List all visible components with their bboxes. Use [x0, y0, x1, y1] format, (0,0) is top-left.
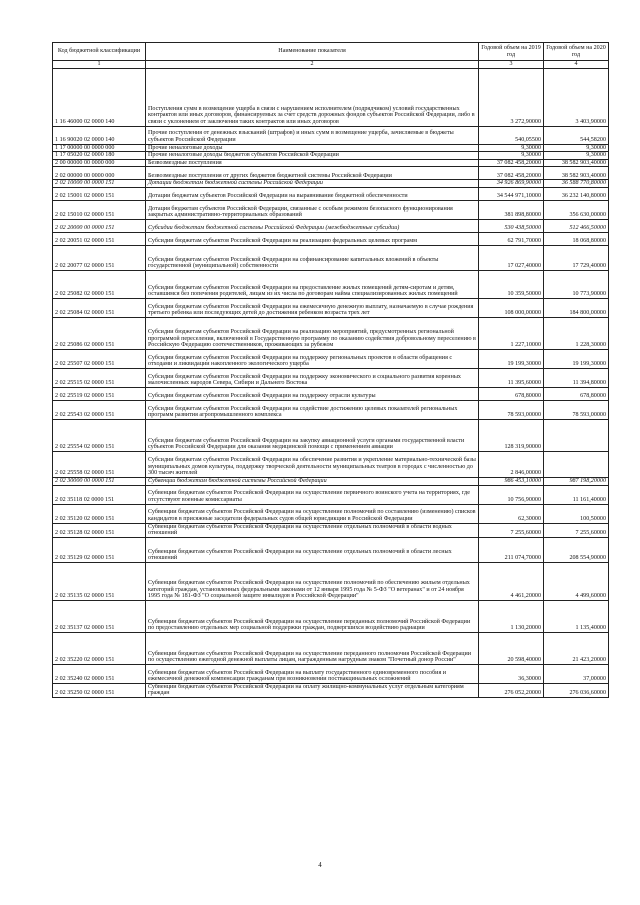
code-cell: 2 02 35128 02 0000 151: [53, 523, 146, 537]
value-2019-cell: 36,30000: [479, 664, 544, 683]
table-row: [53, 537, 609, 562]
value-2020-cell: 184 800,00000: [544, 298, 609, 317]
code-cell: 2 02 25543 02 0000 151: [53, 400, 146, 419]
value-2020-cell: 19 199,30000: [544, 349, 609, 368]
value-2020-cell: 17 729,40000: [544, 245, 609, 270]
code-cell: 2 02 35250 02 0000 151: [53, 683, 146, 697]
code-cell: 2 02 25515 02 0000 151: [53, 368, 146, 387]
column-index: 4: [544, 61, 609, 69]
name-cell: Субсидии бюджетам субъектов Российской Федерации на софинансирование капитальных вложений в объекты государственной (муниципальной) собственности: [146, 245, 479, 270]
code-cell: 2 02 00000 00 0000 000: [53, 167, 146, 180]
value-2019-cell: 9,30000: [479, 144, 544, 152]
code-cell: 2 02 25084 02 0000 151: [53, 298, 146, 317]
name-cell: Субсидии бюджетам субъектов Российской Федерации на реализацию мероприятий, предусмотренных региональной программой переселения, включенной в Государственную программу по оказанию содействия добровольному переселению в Российскую Федерацию соотечественников, проживающих за рубежом: [146, 317, 479, 349]
value-2020-cell: [544, 419, 609, 451]
code-cell: 2 02 35137 02 0000 151: [53, 600, 146, 632]
value-2020-cell: 9,30000: [544, 144, 609, 152]
code-cell: 2 02 10000 00 0000 151: [53, 180, 146, 188]
header-2020: Годовой объем на 2020 год: [544, 43, 609, 61]
name-cell: Субвенции бюджетам субъектов Российской Федерации на осуществление отдельных полномочий в области лесных отношений: [146, 537, 479, 562]
name-cell: Субсидии бюджетам субъектов Российской Федерации на обеспечение развития и укрепление материально-технической базы муниципальных домов культуры, поддержку творческой деятельности муниципальных театров в городах с численностью до 300 тысяч жителей: [146, 451, 479, 477]
code-cell: 2 02 30000 00 0000 151: [53, 477, 146, 485]
name-cell: Субвенции бюджетам субъектов Российской Федерации на осуществление отдельных полномочий в области водных отношений: [146, 523, 479, 537]
value-2019-cell: 37 082 458,20000: [479, 159, 544, 167]
table-row: [53, 419, 609, 451]
code-cell: 2 02 25519 02 0000 151: [53, 387, 146, 400]
value-2020-cell: 11 394,80000: [544, 368, 609, 387]
code-cell: 2 02 25558 02 0000 151: [53, 451, 146, 477]
code-cell: 2 02 15001 02 0000 151: [53, 187, 146, 200]
table-body: [53, 68, 609, 697]
name-cell: Прочие неналоговые доходы бюджетов субъектов Российской Федерации: [146, 152, 479, 160]
table-header-row: [53, 43, 609, 61]
value-2020-cell: 356 630,00000: [544, 200, 609, 219]
value-2020-cell: 36 232 140,80000: [544, 187, 609, 200]
name-cell: Дотация бюджетам субъектов Российской Федерации, связанные с особым режимом безопасного функционирования закрытых административно-территориальных образований: [146, 200, 479, 219]
value-2019-cell: 678,80000: [479, 387, 544, 400]
code-cell: 2 02 35240 02 0000 151: [53, 664, 146, 683]
code-cell: 2 02 25554 02 0000 151: [53, 419, 146, 451]
column-index: 3: [479, 61, 544, 69]
value-2019-cell: 4 461,20000: [479, 562, 544, 600]
code-cell: 2 02 25507 02 0000 151: [53, 349, 146, 368]
code-cell: 2 00 00000 00 0000 000: [53, 159, 146, 167]
header-name: Наименование показателя: [146, 43, 479, 61]
name-cell: Дотации бюджетам бюджетной системы Российской Федерации: [146, 180, 479, 188]
name-cell: Субвенции бюджетам субъектов Российской Федерации на осуществление переданных полномочий Российской Федерации по предоставлению отдельных мер социальной поддержки граждан, подвергшихся воздействию радиации: [146, 600, 479, 632]
budget-table-sheet: [52, 42, 608, 698]
value-2020-cell: 11 161,40000: [544, 485, 609, 504]
name-cell: Дотации бюджетам субъектов Российской Федерации на выравнивание бюджетной обеспеченности: [146, 187, 479, 200]
name-cell: Субсидии бюджетам субъектов Российской Федерации на содействие достижению целевых показателей региональных программ развития агропромышленного комплекса: [146, 400, 479, 419]
value-2019-cell: 3 272,90000: [479, 68, 544, 126]
value-2019-cell: 211 074,70000: [479, 537, 544, 562]
table-row: [53, 477, 609, 485]
code-cell: 2 02 20000 00 0000 151: [53, 219, 146, 232]
value-2019-cell: 10 756,90000: [479, 485, 544, 504]
value-2020-cell: 987 198,20000: [544, 477, 609, 485]
name-cell: Безвозмездные поступления от других бюджетов бюджетной системы Российской Федерации: [146, 167, 479, 180]
table-row: [53, 600, 609, 632]
table-row: [53, 485, 609, 504]
value-2020-cell: 678,80000: [544, 387, 609, 400]
header-code: Код бюджетной классификации: [53, 43, 146, 61]
table-row: [53, 219, 609, 232]
table-row: [53, 562, 609, 600]
table-row: [53, 200, 609, 219]
value-2019-cell: 9,30000: [479, 152, 544, 160]
name-cell: Субвенции бюджетам субъектов Российской Федерации на осуществление полномочий по обеспечению жильем отдельных категорий граждан, установленных федеральными законами от 12 января 1995 года № 5-ФЗ "О ветеранах" и от 24 ноября 1995 года № 181-ФЗ "О социальной защите инвалидов в Российской Федерации": [146, 562, 479, 600]
budget-table: [52, 42, 609, 698]
name-cell: Субсидии бюджетам субъектов Российской Федерации на реализацию федеральных целевых программ: [146, 232, 479, 245]
value-2019-cell: 7 255,60000: [479, 523, 544, 537]
value-2020-cell: 21 423,20000: [544, 632, 609, 664]
value-2020-cell: 208 554,90000: [544, 537, 609, 562]
table-row: [53, 504, 609, 523]
code-cell: 2 02 35120 02 0000 151: [53, 504, 146, 523]
value-2019-cell: 62,30000: [479, 504, 544, 523]
table-row: [53, 683, 609, 697]
code-cell: 1 17 05020 02 0000 180: [53, 152, 146, 160]
value-2020-cell: 544,58200: [544, 126, 609, 144]
value-2020-cell: 512 466,50000: [544, 219, 609, 232]
name-cell: Субвенции бюджетам субъектов Российской Федерации на осуществление переданного полномочия Российской Федерации по осуществлению ежегодной денежной выплаты лицам, награжденным нагрудным знаком "Почетный донор России": [146, 632, 479, 664]
value-2019-cell: 10 359,50000: [479, 270, 544, 298]
value-2020-cell: 4 499,60000: [544, 562, 609, 600]
table-row: [53, 368, 609, 387]
value-2020-cell: 7 255,60000: [544, 523, 609, 537]
value-2020-cell: 38 582 903,40000: [544, 167, 609, 180]
value-2020-cell: 9,30000: [544, 152, 609, 160]
value-2020-cell: 10 773,90000: [544, 270, 609, 298]
value-2020-cell: 276 036,60000: [544, 683, 609, 697]
table-row: [53, 387, 609, 400]
table-row: [53, 68, 609, 126]
value-2019-cell: 78 593,00000: [479, 400, 544, 419]
name-cell: Субсидии бюджетам субъектов Российской Федерации на поддержку экономического и социального развития коренных малочисленных народов Севера, Сибири и Дальнего Востока: [146, 368, 479, 387]
name-cell: Субсидии бюджетам субъектов Российской Федерации на поддержку региональных проектов в области обращения с отходами и ликвидации накопленного экологического ущерба: [146, 349, 479, 368]
column-index: 1: [53, 61, 146, 69]
name-cell: Субсидии бюджетам субъектов Российской Федерации на ежемесячную денежную выплату, назначаемую в случае рождения третьего ребенка или последующих детей до достижения ребенком возраста трех лет: [146, 298, 479, 317]
table-row: [53, 400, 609, 419]
value-2019-cell: 540,05500: [479, 126, 544, 144]
value-2019-cell: 37 082 458,20000: [479, 167, 544, 180]
table-row: [53, 664, 609, 683]
value-2019-cell: 2 846,00000: [479, 451, 544, 477]
table-row: [53, 232, 609, 245]
table-row: [53, 126, 609, 144]
code-cell: 2 02 35118 02 0000 151: [53, 485, 146, 504]
value-2019-cell: 20 598,40000: [479, 632, 544, 664]
value-2019-cell: 1 227,10000: [479, 317, 544, 349]
name-cell: Прочие неналоговые доходы: [146, 144, 479, 152]
name-cell: Субсидии бюджетам бюджетной системы Российской Федерации (межбюджетные субсидии): [146, 219, 479, 232]
value-2020-cell: [544, 451, 609, 477]
value-2020-cell: 1 135,40000: [544, 600, 609, 632]
table-row: [53, 298, 609, 317]
name-cell: Субвенции бюджетам бюджетной системы Российской Федерации: [146, 477, 479, 485]
name-cell: Субсидии бюджетам субъектов Российской Федерации на предоставление жилых помещений детям-сиротам и детям, оставшимся без попечения родителей, лицам из их числа по договорам найма специализированных жилых помещений: [146, 270, 479, 298]
code-cell: 2 02 35220 02 0000 151: [53, 632, 146, 664]
value-2019-cell: 11 395,60000: [479, 368, 544, 387]
name-cell: Субсидии бюджетам субъектов Российской Федерации на поддержку отрасли культуры: [146, 387, 479, 400]
value-2019-cell: 108 000,00000: [479, 298, 544, 317]
column-index-row: [53, 61, 609, 69]
code-cell: 2 02 20051 02 0000 151: [53, 232, 146, 245]
value-2020-cell: 18 068,80000: [544, 232, 609, 245]
value-2020-cell: 1 228,30000: [544, 317, 609, 349]
value-2020-cell: 37,00000: [544, 664, 609, 683]
name-cell: Субвенции бюджетам субъектов Российской Федерации на осуществление первичного воинского учета на территориях, где отсутствуют военные комиссариаты: [146, 485, 479, 504]
value-2019-cell: 34 544 971,10000: [479, 187, 544, 200]
table-row: [53, 167, 609, 180]
value-2019-cell: 276 052,20000: [479, 683, 544, 697]
value-2020-cell: 78 593,00000: [544, 400, 609, 419]
table-row: [53, 144, 609, 152]
header-2019: Годовой объем на 2019 год: [479, 43, 544, 61]
value-2019-cell: 62 791,70000: [479, 232, 544, 245]
code-cell: 1 17 00000 00 0000 000: [53, 144, 146, 152]
value-2020-cell: 3 403,90000: [544, 68, 609, 126]
value-2019-cell: 17 027,40000: [479, 245, 544, 270]
code-cell: 2 02 35129 02 0000 151: [53, 537, 146, 562]
value-2019-cell: 381 898,80000: [479, 200, 544, 219]
name-cell: Субвенции бюджетам субъектов Российской Федерации на оплату жилищно-коммунальных услуг отдельным категориям граждан: [146, 683, 479, 697]
code-cell: 2 02 20077 02 0000 151: [53, 245, 146, 270]
table-row: [53, 523, 609, 537]
page-number: 4: [318, 861, 322, 869]
table-row: [53, 451, 609, 477]
column-index: 2: [146, 61, 479, 69]
value-2019-cell: 530 438,50000: [479, 219, 544, 232]
code-cell: 1 16 46000 02 0000 140: [53, 68, 146, 126]
name-cell: Субвенции бюджетам субъектов Российской Федерации на осуществление полномочий по составлению (изменению) списков кандидатов в присяжные заседатели федеральных судов общей юрисдикции в Российской Федерации: [146, 504, 479, 523]
code-cell: 2 02 35135 02 0000 151: [53, 562, 146, 600]
value-2019-cell: 986 453,10000: [479, 477, 544, 485]
code-cell: 2 02 15010 02 0000 151: [53, 200, 146, 219]
name-cell: Субсидии бюджетам субъектов Российской Федерации на закупку авиационной услуги органами государственной власти субъектов Российской Федерации для оказания медицинской помощи с применением авиации: [146, 419, 479, 451]
name-cell: Субвенции бюджетам субъектов Российской Федерации на выплату государственного единовременного пособия и ежемесячной денежной компенсации гражданам при возникновении поствакцинальных осложнений: [146, 664, 479, 683]
table-row: [53, 632, 609, 664]
value-2020-cell: 100,50000: [544, 504, 609, 523]
value-2019-cell: 128 319,90000: [479, 419, 544, 451]
value-2019-cell: 1 130,20000: [479, 600, 544, 632]
table-row: [53, 180, 609, 188]
code-cell: 1 16 90020 02 0000 140: [53, 126, 146, 144]
table-row: [53, 349, 609, 368]
table-row: [53, 159, 609, 167]
table-row: [53, 187, 609, 200]
table-row: [53, 270, 609, 298]
value-2020-cell: 36 588 770,80000: [544, 180, 609, 188]
table-row: [53, 245, 609, 270]
table-row: [53, 152, 609, 160]
value-2019-cell: 34 926 869,90000: [479, 180, 544, 188]
name-cell: Прочие поступления от денежных взысканий (штрафов) и иных сумм в возмещение ущерба, зачисляемые в бюджеты субъектов Российской Федерации: [146, 126, 479, 144]
name-cell: Безвозмездные поступления: [146, 159, 479, 167]
value-2019-cell: 19 199,30000: [479, 349, 544, 368]
value-2020-cell: 38 582 903,40000: [544, 159, 609, 167]
code-cell: 2 02 25086 02 0000 151: [53, 317, 146, 349]
table-row: [53, 317, 609, 349]
name-cell: Поступления сумм в возмещение ущерба в связи с нарушением исполнителем (подрядчиком) условий государственных контрактов или иных договоров, финансируемых за счет средств дорожных фондов субъектов Российской Федерации, либо в связи с уклонением от заключения таких контрактов или иных договоров: [146, 68, 479, 126]
code-cell: 2 02 25082 02 0000 151: [53, 270, 146, 298]
